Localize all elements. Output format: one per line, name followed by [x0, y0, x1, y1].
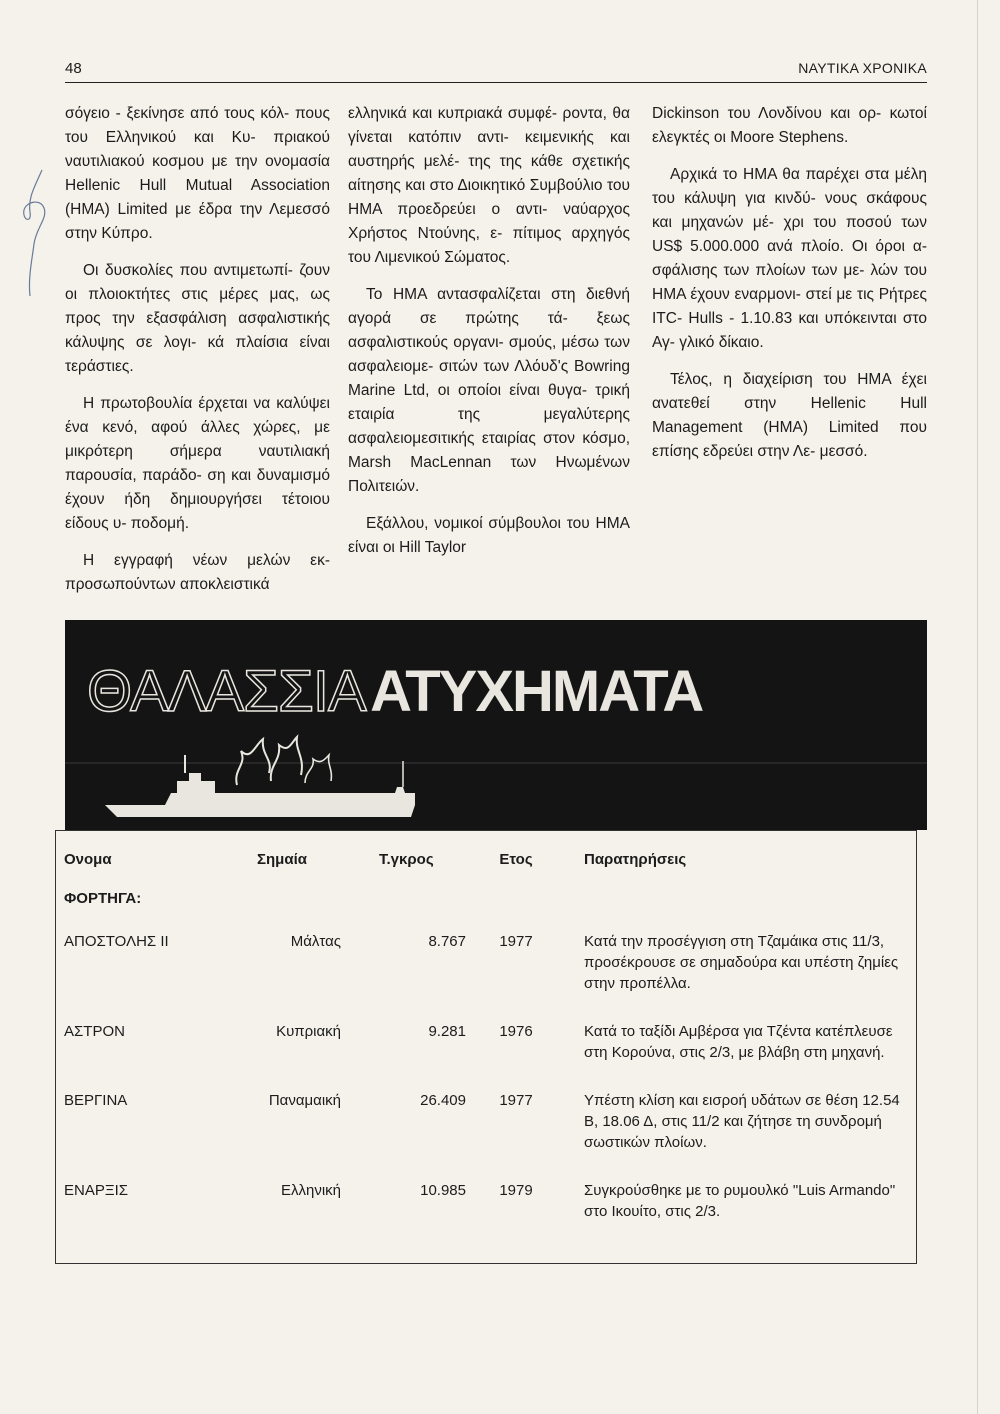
article-paragraph: Η πρωτοβουλία έρχεται να καλύψει ένα κενό, αφού άλλες χώρες, με μικρότερη σήμερα ναυτιλιακή παρουσία, παράδο- ση και δυναμισμό έχουν ήδη δημιουργήσει τέτοιου είδους υ- ποδομή.	[65, 395, 330, 532]
ship-name: ΑΠΟΣΤΟΛΗΣ ΙΙ	[64, 933, 169, 950]
column-header-name: Ονομα	[64, 851, 112, 868]
accidents-table-box	[55, 830, 917, 1264]
article-paragraph: Η εγγραφή νέων μελών εκ- προσωπούντων αποκλειστικά	[65, 552, 330, 593]
article-paragraph: Τέλος, η διαχείριση του HMA έχει ανατεθεί στην Hellenic Hull Management (HMA) Limited που επίσης εδρεύει στην Λε- μεσσό.	[652, 371, 927, 460]
table-row	[56, 931, 916, 1021]
accidents-table	[56, 831, 916, 1249]
ship-year: 1976	[499, 1023, 533, 1040]
ship-remarks: Συγκρούσθηκε με το ρυμουλκό "Luis Armando" στο Ικουίτο, στις 2/3.	[584, 1182, 896, 1220]
ship-name: ΒΕΡΓΙΝΑ	[64, 1092, 128, 1109]
article-columns	[65, 102, 927, 592]
table-row	[56, 1090, 916, 1180]
ship-flag: Μάλτας	[290, 933, 341, 950]
ship-tonnage: 26.409	[420, 1092, 466, 1109]
ship-year: 1977	[499, 933, 533, 950]
article-paragraph: ελληνικά και κυπριακά συμφέ- ροντα, θα γίνεται κατόπιν αντι- κειμενικής και αυστηρής μελέ- της της κάθε σχετικής αίτησης και στο Διοικητικό Συμβούλιο του HMA προεδρεύει ο αντι- ναύαρχος Χρήστος Ντούνης, ε- πίτιμος αρχηγός του Λιμενικού Σώματος.	[348, 105, 630, 266]
column-header-tonnage: Τ.γκρος	[379, 851, 434, 868]
article-paragraph: Dickinson του Λονδίνου και ορ- κωτοί ελεγκτές οι Moore Stephens.	[652, 105, 927, 146]
ship-name: ΑΣΤΡΟΝ	[64, 1023, 125, 1040]
banner-title-outline: ΘΑΛΑΣΣΙΑ	[87, 659, 366, 724]
page-number: 48	[65, 60, 82, 77]
ship-remarks: Κατά το ταξίδι Αμβέρσα για Τζέντα κατέπλευσε στη Κορούνα, στις 2/3, με βλάβη στη μηχανή.	[584, 1023, 893, 1061]
ship-tonnage: 9.281	[428, 1023, 466, 1040]
article-paragraph: Οι δυσκολίες που αντιμετωπί- ζουν οι πλοιοκτήτες στις μέρες μας, ως προς την εξασφάλιση ασφαλιστικής κάλυψης σε λογι- κά πλαίσια είναι τεράστιες.	[65, 262, 330, 375]
article-paragraph: Αρχικά το HMA θα παρέχει στα μέλη του κάλυψη για κινδύ- νους σκάφους και μηχανών μέ- χρι του ποσού των US$ 5.000.000 ανά πλοίο. Οι όροι α- σφάλισης των πλοίων των με- λών του HMA έχουν εναρμονι- στεί με τις Ρήτρες ITC- Hulls - 1.10.83 και υπόκεινται στο Αγ- γλικό δίκαιο.	[652, 166, 927, 351]
header-rule	[65, 82, 927, 83]
table-row	[56, 1021, 916, 1090]
article-paragraph: Το HMA αντασφαλίζεται στη διεθνή αγορά σε πρώτης τά- ξεως ασφαλιστικούς οργανι- σμούς, μέσω των ασφαλειομε- σιτών των Λλόυδ'ς Bowring Marine Ltd, οι οποίοι είναι θυγα- τρική εταιρία της μεγαλύτερης ασφαλειομεσιτικής εταιρίας στον κόσμο, Marsh MacLennan των Ηνωμένων Πολιτειών.	[348, 286, 630, 495]
article-column-2	[348, 102, 630, 573]
ship-tonnage: 10.985	[420, 1182, 466, 1199]
article-paragraph: Εξάλλου, νομικοί σύμβουλοι του HMA είναι οι Hill Taylor	[348, 515, 630, 556]
column-header-remarks: Παρατηρήσεις	[584, 851, 687, 868]
table-row	[56, 1180, 916, 1249]
page-header	[65, 60, 927, 84]
table-section-row	[56, 888, 916, 931]
article-paragraph: σόγειο - ξεκίνησε από τους κόλ- πους του Ελληνικού και Κυ- πριακού ναυτιλιακού κοσμου με την ονομασία Hellenic Hull Mutual Association (HMA) Limited με έδρα την Λεμεσσό στην Κύπρο.	[65, 105, 330, 242]
column-header-year: Ετος	[499, 851, 533, 868]
ship-name: ΕΝΑΡΞΙΣ	[64, 1182, 129, 1199]
ship-remarks: Κατά την προσέγγιση στη Τζαμάικα στις 11/3, προσέκρουσε σε σημαδούρα και υπέστη ζημίες στην προπέλλα.	[584, 933, 899, 992]
running-title: ΝΑΥΤΙΚΑ ΧΡΟΝΙΚΑ	[798, 60, 927, 76]
pen-annotation-mark	[18, 168, 52, 298]
ship-remarks: Υπέστη κλίση και εισροή υδάτων σε θέση 12.54 Β, 18.06 Δ, στις 11/2 και ζήτησε τη συνδρομή σωστικών πλοίων.	[584, 1092, 900, 1151]
banner-title-bold: ΑΤΥΧΗΜΑΤΑ	[370, 659, 703, 724]
article-column-3	[652, 102, 927, 477]
ship-flag: Ελληνική	[280, 1182, 341, 1199]
table-header-row	[56, 831, 916, 888]
ship-flag: Παναμαική	[268, 1092, 341, 1109]
column-header-flag: Σημαία	[257, 851, 307, 868]
page-edge-line	[977, 0, 978, 1414]
section-label: ΦΟΡΤΗΓΑ:	[64, 890, 142, 907]
section-banner	[65, 620, 927, 830]
ship-fire-icon	[65, 715, 927, 830]
ship-flag: Κυπριακή	[276, 1023, 341, 1040]
article-column-1	[65, 102, 330, 610]
ship-tonnage: 8.767	[428, 933, 466, 950]
ship-year: 1979	[499, 1182, 533, 1199]
ship-year: 1977	[499, 1092, 533, 1109]
